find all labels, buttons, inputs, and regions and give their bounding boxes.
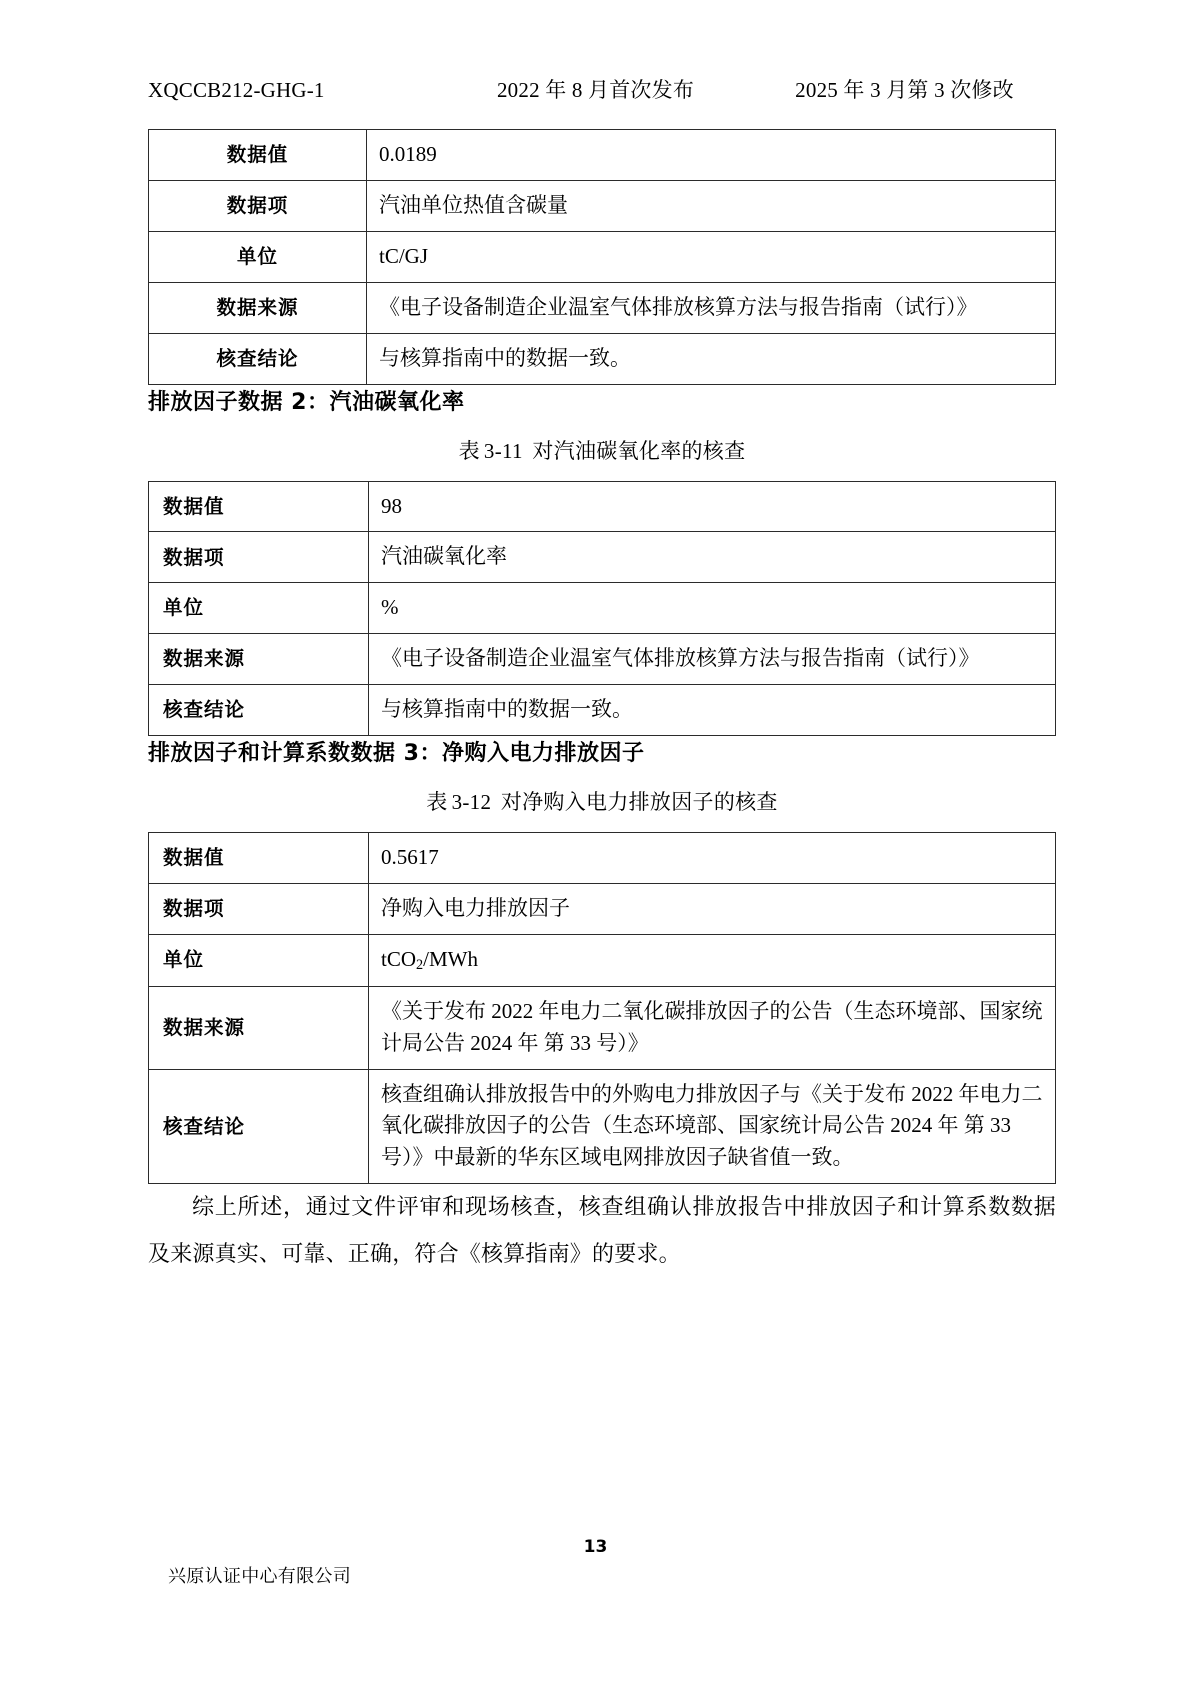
row-value: 汽油单位热值含碳量 <box>367 180 1056 231</box>
document-code: XQCCB212-GHG-1 <box>148 78 325 102</box>
verification-table-3-11 <box>148 481 1056 737</box>
row-label: 单位 <box>149 583 369 634</box>
row-label: 单位 <box>149 231 367 282</box>
row-value: tC/GJ <box>367 231 1056 282</box>
row-value: 与核算指南中的数据一致。 <box>367 333 1056 384</box>
running-header <box>148 0 1056 104</box>
row-value: 98 <box>369 481 1056 532</box>
row-value: 与核算指南中的数据一致。 <box>369 685 1056 736</box>
row-value: 0.5617 <box>369 833 1056 884</box>
row-label: 数据项 <box>149 180 367 231</box>
row-value: 《电子设备制造企业温室气体排放核算方法与报告指南（试行）》 <box>367 282 1056 333</box>
caption-text: 对净购入电力排放因子的核查 <box>500 790 778 815</box>
table-row <box>149 282 1056 333</box>
row-label: 核查结论 <box>149 333 367 384</box>
table-caption-3-12 <box>148 767 1056 831</box>
row-label: 数据来源 <box>149 634 369 685</box>
row-label: 数据值 <box>149 833 369 884</box>
row-label: 数据值 <box>149 130 367 181</box>
verification-table-3-12 <box>148 832 1056 1184</box>
table-row <box>149 634 1056 685</box>
section-heading-emission-factor-3: 排放因子和计算系数数据 3：净购入电力排放因子 <box>148 741 645 767</box>
table-row <box>149 481 1056 532</box>
table-caption-3-11 <box>148 416 1056 480</box>
row-value: 净购入电力排放因子 <box>369 883 1056 934</box>
table-row <box>149 685 1056 736</box>
caption-prefix: 表 <box>426 790 448 815</box>
row-value: 《关于发布 2022 年电力二氧化碳排放因子的公告（生态环境部、国家统计局公告 2024 年 第 33 号）》 <box>369 986 1056 1069</box>
page-content <box>148 0 1056 1278</box>
row-value: 0.0189 <box>367 130 1056 181</box>
row-label: 数据项 <box>149 883 369 934</box>
caption-number: 3-12 <box>451 790 492 815</box>
caption-prefix: 表 <box>458 438 480 463</box>
row-label: 数据来源 <box>149 282 367 333</box>
page-number: 13 <box>583 1537 608 1557</box>
row-label: 单位 <box>149 934 369 986</box>
first-release-date: 2022 年 8 月首次发布 <box>496 78 695 102</box>
caption-text: 对汽油碳氧化率的核查 <box>532 438 746 463</box>
row-value: 《电子设备制造企业温室气体排放核算方法与报告指南（试行）》 <box>369 634 1056 685</box>
revision-date: 2025 年 3 月第 3 次修改 <box>795 78 1014 102</box>
row-label: 数据来源 <box>149 986 369 1069</box>
row-value-unit: tCO$_2$/MWh <box>369 934 1056 986</box>
table-row <box>149 583 1056 634</box>
table-row <box>149 130 1056 181</box>
closing-paragraph: 综上所述，通过文件评审和现场核查，核查组确认排放报告中排放因子和计算系数数据及来源真实、可靠、正确，符合《核算指南》的要求。 <box>148 1194 1056 1266</box>
table-row <box>149 333 1056 384</box>
row-label: 数据值 <box>149 481 369 532</box>
table-row <box>149 231 1056 282</box>
table-row <box>149 833 1056 884</box>
verification-table-3-10 <box>148 129 1056 385</box>
row-label: 核查结论 <box>149 685 369 736</box>
row-value: 汽油碳氧化率 <box>369 532 1056 583</box>
row-label: 核查结论 <box>149 1069 369 1184</box>
row-value: % <box>369 583 1056 634</box>
row-label: 数据项 <box>149 532 369 583</box>
table-row <box>149 532 1056 583</box>
footer-organization: 兴原认证中心有限公司 <box>168 1566 351 1587</box>
section-heading-emission-factor-2: 排放因子数据 2：汽油碳氧化率 <box>148 389 465 415</box>
table-row <box>149 1069 1056 1184</box>
table-row <box>149 986 1056 1069</box>
table-row <box>149 180 1056 231</box>
row-value: 核查组确认排放报告中的外购电力排放因子与《关于发布 2022 年电力二氧化碳排放因子的公告（生态环境部、国家统计局公告 2024 年 第 33 号）》中最新的华东区域电网排放因子缺省值一致。 <box>369 1069 1056 1184</box>
table-row <box>149 934 1056 986</box>
table-row <box>149 883 1056 934</box>
caption-number: 3-11 <box>483 438 523 463</box>
